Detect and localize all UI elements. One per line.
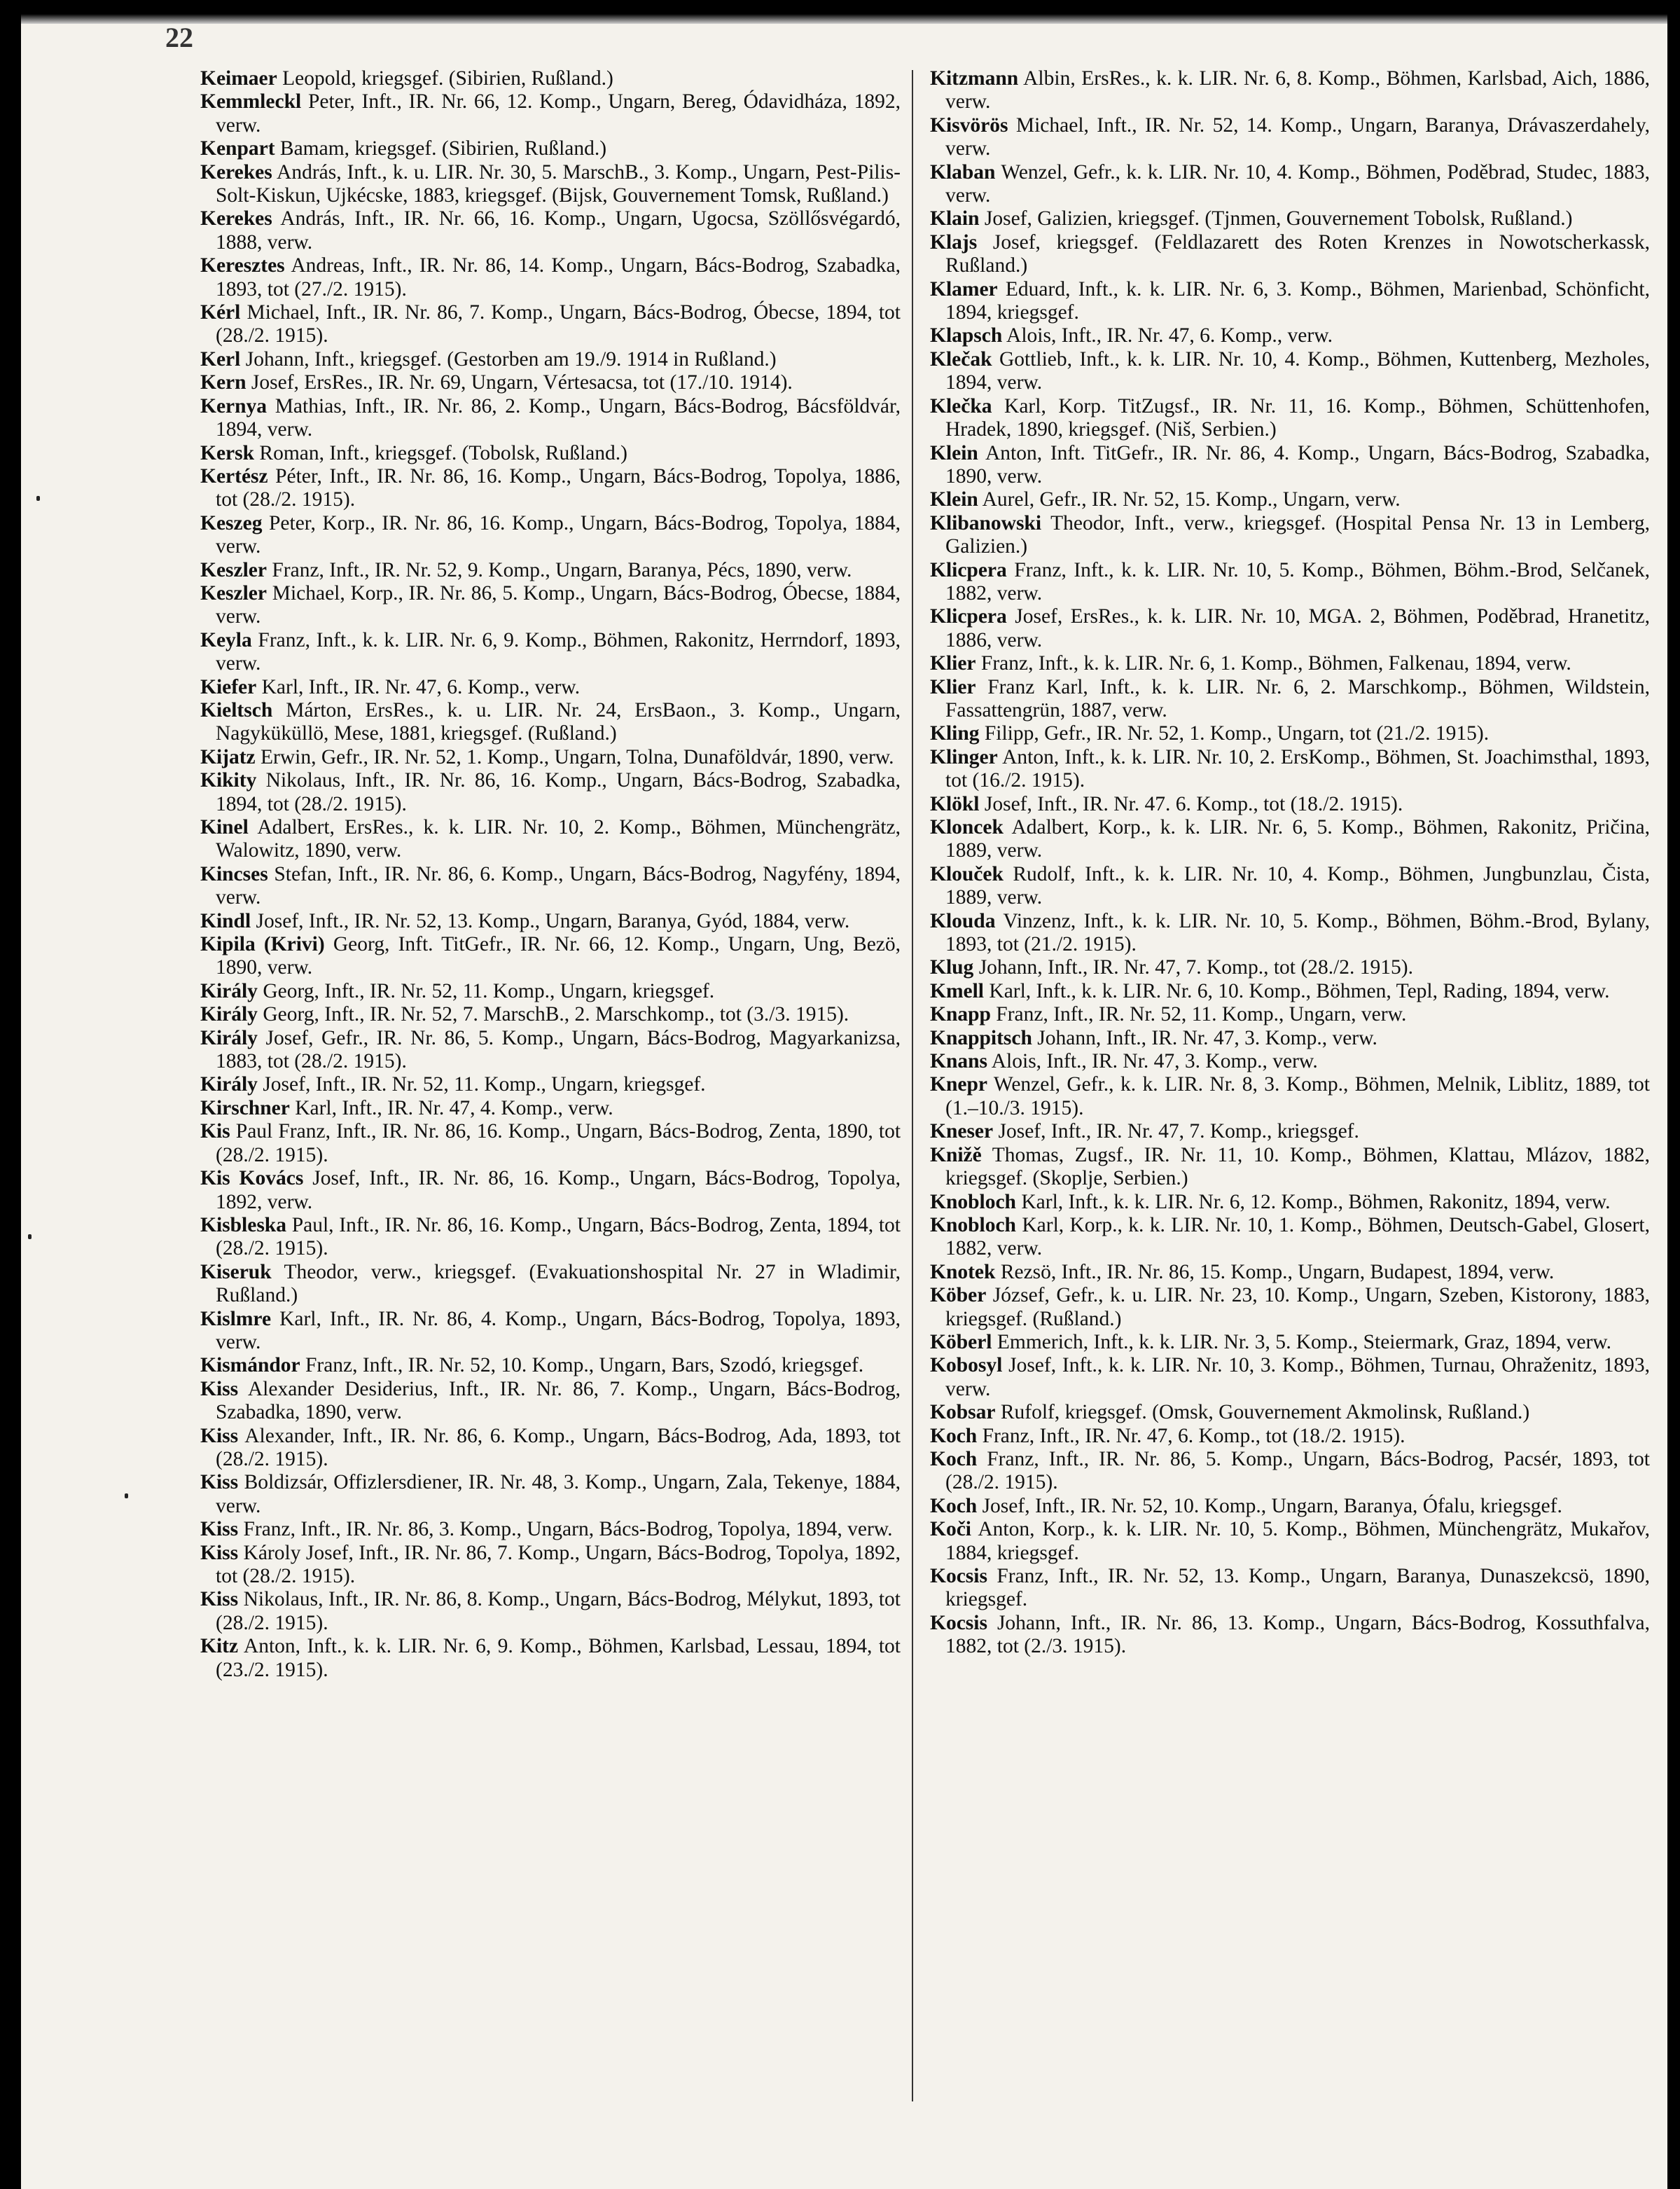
entry-surname: Kloncek	[930, 816, 1004, 838]
entry-details: Karl, Inft., k. k. LIR. Nr. 6, 10. Komp., Böhmen, Tepl, Rading, 1894, verw.	[989, 979, 1610, 1002]
entry-surname: Knans	[930, 1050, 987, 1073]
entry-details: Alexander Desiderius, Inft., IR. Nr. 86, 7. Komp., Ungarn, Bács-Bodrog, Szabadka, 1890, verw.	[216, 1377, 901, 1424]
entry-details: Vinzenz, Inft., k. k. LIR. Nr. 10, 5. Komp., Böhmen, Böhm.-Brod, Bylany, 1893, tot (21./2. 1915).	[945, 909, 1650, 956]
entry-surname: Klouček	[930, 862, 1004, 885]
list-entry	[930, 488, 1650, 511]
entry-surname: Kneser	[930, 1120, 994, 1143]
entry-details: Josef, Gefr., IR. Nr. 86, 5. Komp., Ungarn, Bács-Bodrog, Magyarkanizsa, 1883, tot (28./2. 1915).	[216, 1026, 901, 1073]
entry-surname: Keyla	[200, 628, 252, 651]
entry-surname: Király	[200, 1073, 258, 1096]
entry-surname: Köberl	[930, 1330, 992, 1353]
entry-details: Franz, Inft., IR. Nr. 52, 13. Komp., Ungarn, Baranya, Dunaszekcsö, 1890, kriegsgef.	[945, 1565, 1650, 1611]
entry-surname: Kiseruk	[200, 1260, 272, 1283]
list-entry	[200, 769, 901, 816]
list-entry	[200, 933, 901, 980]
entry-surname: Kerekes	[200, 160, 272, 184]
list-entry	[200, 816, 901, 863]
list-entry	[930, 1284, 1650, 1331]
list-entry	[200, 629, 901, 676]
entry-details: Josef, Inft., IR. Nr. 86, 16. Komp., Ungarn, Bács-Bodrog, Topolya, 1892, verw.	[216, 1167, 901, 1213]
entry-surname: Kieltsch	[200, 698, 273, 721]
entry-surname: Klein	[930, 488, 978, 511]
column-right	[930, 67, 1650, 1659]
entry-surname: Klein	[930, 441, 978, 464]
list-entry	[200, 910, 901, 933]
entry-surname: Kiss	[200, 1541, 239, 1564]
entry-surname: Kiss	[200, 1424, 239, 1447]
entry-surname: Knappitsch	[930, 1026, 1032, 1049]
list-entry	[930, 1261, 1650, 1284]
entry-surname: Klinger	[930, 745, 998, 768]
entry-details: Wenzel, Gefr., k. k. LIR. Nr. 10, 4. Komp., Böhmen, Poděbrad, Studec, 1883, verw.	[945, 160, 1651, 207]
entry-surname: Kipila (Krivi)	[200, 933, 325, 956]
entry-details: Georg, Inft., IR. Nr. 52, 7. MarschB., 2. Marschkomp., tot (3./3. 1915).	[263, 1003, 849, 1026]
list-entry	[930, 793, 1650, 816]
list-entry	[200, 676, 901, 699]
entry-details: Boldizsár, Offizlersdiener, IR. Nr. 48, 3. Komp., Ungarn, Zala, Tekenye, 1884, verw.	[216, 1471, 901, 1517]
scan-speck	[28, 1234, 32, 1239]
list-entry	[930, 1073, 1650, 1120]
list-entry	[200, 1120, 901, 1167]
entry-details: Paul Franz, Inft., IR. Nr. 86, 16. Komp., Ungarn, Bács-Bodrog, Zenta, 1890, tot (28./2. 1915).	[216, 1120, 901, 1166]
entry-details: Peter, Inft., IR. Nr. 66, 12. Komp., Ungarn, Bereg, Ódavidháza, 1892, verw.	[216, 90, 901, 137]
entry-details: Josef, Inft., IR. Nr. 52, 10. Komp., Ungarn, Baranya, Ófalu, kriegsgef.	[982, 1494, 1562, 1517]
list-entry	[200, 1073, 901, 1096]
entry-details: Karl, Inft., k. k. LIR. Nr. 6, 12. Komp., Böhmen, Rakonitz, 1894, verw.	[1021, 1190, 1611, 1213]
list-entry	[200, 1518, 901, 1541]
entry-details: Mathias, Inft., IR. Nr. 86, 2. Komp., Ungarn, Bács-Bodrog, Bácsföldvár, 1894, verw.	[216, 394, 901, 441]
list-entry	[200, 980, 901, 1003]
entry-surname: Knižě	[930, 1143, 982, 1166]
entry-surname: Koch	[930, 1447, 978, 1470]
list-entry	[200, 1542, 901, 1589]
column-divider	[912, 70, 913, 2101]
entry-surname: Kiss	[200, 1377, 239, 1400]
entry-details: Anton, Inft., k. k. LIR. Nr. 10, 2. ErsKomp., Böhmen, St. Joachimsthal, 1893, tot (16./2. 1915).	[945, 745, 1651, 792]
entry-surname: Kertész	[200, 464, 268, 488]
entry-details: Anton, Inft., k. k. LIR. Nr. 6, 9. Komp., Böhmen, Karlsbad, Lessau, 1894, tot (23./2. 1915).	[216, 1635, 901, 1681]
entry-details: Josef, Inft., k. k. LIR. Nr. 10, 3. Komp., Böhmen, Turnau, Ohraženitz, 1893, verw.	[945, 1354, 1651, 1400]
entry-details: Karl, Inft., IR. Nr. 86, 4. Komp., Ungarn, Bács-Bodrog, Topolya, 1893, verw.	[216, 1307, 901, 1353]
list-entry	[200, 1167, 901, 1214]
entry-details: Josef, Inft., IR. Nr. 52, 13. Komp., Ungarn, Baranya, Gyód, 1884, verw.	[256, 909, 850, 932]
entry-details: Franz, Inft., IR. Nr. 86, 3. Komp., Ungarn, Bács-Bodrog, Topolya, 1894, verw.	[243, 1518, 893, 1541]
entry-surname: Kinel	[200, 816, 249, 838]
entry-surname: Kobosyl	[930, 1354, 1003, 1377]
entry-surname: Király	[200, 979, 258, 1002]
list-entry	[930, 746, 1650, 793]
entry-surname: Knepr	[930, 1073, 987, 1096]
entry-surname: Kismándor	[200, 1354, 300, 1377]
entry-details: Wenzel, Gefr., k. k. LIR. Nr. 8, 3. Komp., Böhmen, Melnik, Liblitz, 1889, tot (1.–10./3. 1915).	[945, 1073, 1650, 1119]
entry-details: Nikolaus, Inft., IR. Nr. 86, 16. Komp., Ungarn, Bács-Bodrog, Szabadka, 1894, tot (28./2. 1915).	[216, 769, 901, 815]
entry-details: Alois, Inft., IR. Nr. 47, 3. Komp., verw.	[991, 1050, 1318, 1073]
entry-surname: Kocsis	[930, 1565, 987, 1587]
list-entry	[930, 1214, 1650, 1261]
list-entry	[200, 746, 901, 769]
list-entry	[200, 301, 901, 348]
list-entry	[200, 1588, 901, 1635]
entry-surname: Kindl	[200, 909, 251, 932]
list-entry	[200, 465, 901, 512]
entry-surname: Klapsch	[930, 324, 1003, 347]
list-entry	[200, 442, 901, 465]
entry-details: Peter, Korp., IR. Nr. 86, 16. Komp., Ungarn, Bács-Bodrog, Topolya, 1884, verw.	[216, 511, 901, 558]
entry-surname: Kocsis	[930, 1611, 987, 1634]
scan-speck	[125, 1493, 128, 1498]
entry-details: Adalbert, Korp., k. k. LIR. Nr. 6, 5. Komp., Böhmen, Rakonitz, Pričina, 1889, verw.	[945, 816, 1650, 862]
entry-surname: Knobloch	[930, 1190, 1016, 1213]
entry-surname: Klamer	[930, 277, 998, 301]
entry-details: Andreas, Inft., IR. Nr. 86, 14. Komp., Ungarn, Bács-Bodrog, Szabadka, 1893, tot (27./2. 1915).	[216, 254, 901, 301]
entry-details: Filipp, Gefr., IR. Nr. 52, 1. Komp., Ungarn, tot (21./2. 1915).	[984, 722, 1490, 745]
entry-surname: Knotek	[930, 1260, 996, 1283]
list-entry	[930, 512, 1650, 559]
list-entry	[930, 605, 1650, 652]
entry-surname: Kisbleska	[200, 1213, 286, 1236]
list-entry	[930, 1120, 1650, 1143]
entry-surname: Kerl	[200, 347, 241, 371]
list-entry	[930, 676, 1650, 723]
entry-surname: Kemmleckl	[200, 90, 302, 113]
list-entry	[200, 67, 901, 90]
list-entry	[200, 863, 901, 910]
entry-details: Josef, Inft., IR. Nr. 52, 11. Komp., Ungarn, kriegsgef.	[263, 1073, 706, 1096]
list-entry	[200, 1214, 901, 1261]
list-entry	[200, 699, 901, 746]
entry-surname: Kiefer	[200, 675, 257, 698]
entry-surname: Keimaer	[200, 67, 277, 90]
list-entry	[200, 1308, 901, 1355]
entry-surname: Kisvörös	[930, 113, 1008, 137]
entry-surname: Klug	[930, 956, 974, 979]
entry-details: Márton, ErsRes., k. u. LIR. Nr. 24, ErsBaon., 3. Komp., Ungarn, Nagyküküllö, Mese, 1881, kriegsgef. (Rußland.)	[216, 698, 901, 745]
list-entry	[200, 137, 901, 160]
list-entry	[200, 161, 901, 208]
entry-surname: Kiss	[200, 1588, 239, 1611]
entry-details: Bamam, kriegsgef. (Sibirien, Rußland.)	[279, 137, 607, 160]
entry-details: Michael, Korp., IR. Nr. 86, 5. Komp., Ungarn, Bács-Bodrog, Óbecse, 1884, verw.	[216, 581, 901, 628]
list-entry	[200, 1471, 901, 1518]
entry-details: Josef, ErsRes., IR. Nr. 69, Ungarn, Vértesacsa, tot (17./10. 1914).	[251, 371, 793, 394]
entry-surname: Koch	[930, 1424, 978, 1447]
entry-details: Karl, Korp. TitZugsf., IR. Nr. 11, 16. Komp., Böhmen, Schüttenhofen, Hradek, 1890, kriegsgef. (Niš, Serbien.)	[945, 394, 1651, 441]
entry-details: Franz, Inft., k. k. LIR. Nr. 10, 5. Komp., Böhmen, Böhm.-Brod, Selčanek, 1882, verw.	[945, 558, 1651, 605]
list-entry	[930, 1518, 1650, 1565]
list-entry	[200, 371, 901, 394]
entry-details: Franz, Inft., k. k. LIR. Nr. 6, 9. Komp., Böhmen, Rakonitz, Herrndorf, 1893, verw.	[216, 628, 901, 675]
list-entry	[930, 161, 1650, 208]
list-entry	[200, 207, 901, 254]
entry-details: Josef, kriegsgef. (Feldlazarett des Roten Krenzes in Nowotscherkassk, Rußland.)	[945, 230, 1650, 277]
list-entry	[930, 1003, 1650, 1026]
entry-details: Franz, Inft., IR. Nr. 52, 10. Komp., Ungarn, Bars, Szodó, kriegsgef.	[305, 1354, 864, 1377]
scan-border-top	[0, 0, 1680, 24]
entry-details: Károly Josef, Inft., IR. Nr. 86, 7. Komp., Ungarn, Bács-Bodrog, Topolya, 1892, tot (28./2. 1915).	[216, 1541, 901, 1587]
entry-details: József, Gefr., k. u. LIR. Nr. 23, 10. Komp., Ungarn, Szeben, Kistorony, 1883, kriegsgef. (Rußland.)	[945, 1284, 1651, 1330]
entry-surname: Kling	[930, 722, 980, 745]
entry-surname: Koch	[930, 1494, 978, 1517]
entry-surname: Kirschner	[200, 1096, 290, 1119]
entry-details: András, Inft., k. u. LIR. Nr. 30, 5. MarschB., 3. Komp., Ungarn, Pest-Pilis-Solt-Kiskun, Ujkécske, 1883, kriegsgef. (Bijsk, Gouvernement Tomsk, Rußland.)	[216, 160, 901, 207]
entry-surname: Keresztes	[200, 254, 285, 277]
entry-surname: Keszler	[200, 581, 267, 605]
entry-surname: Kitz	[200, 1635, 239, 1658]
list-entry	[200, 395, 901, 442]
list-entry	[200, 1027, 901, 1074]
entry-details: Georg, Inft., IR. Nr. 52, 11. Komp., Ungarn, kriegsgef.	[263, 979, 715, 1002]
list-entry	[200, 1378, 901, 1425]
entry-details: Alexander, Inft., IR. Nr. 86, 6. Komp., Ungarn, Bács-Bodrog, Ada, 1893, tot (28./2. 1915).	[216, 1424, 901, 1470]
entry-surname: Király	[200, 1026, 258, 1049]
list-entry	[200, 1003, 901, 1026]
entry-surname: Kersk	[200, 441, 255, 464]
list-entry	[200, 1097, 901, 1120]
entry-surname: Kijatz	[200, 745, 256, 768]
entry-details: Franz, Inft., IR. Nr. 52, 9. Komp., Ungarn, Baranya, Pécs, 1890, verw.	[272, 558, 852, 581]
list-entry	[930, 1191, 1650, 1214]
entry-surname: Köber	[930, 1284, 987, 1307]
entry-surname: Klibanowski	[930, 511, 1042, 534]
entry-surname: Király	[200, 1003, 258, 1026]
entry-details: Karl, Korp., k. k. LIR. Nr. 10, 1. Komp., Böhmen, Deutsch-Gabel, Glosert, 1882, verw.	[945, 1213, 1650, 1260]
entry-details: Rudolf, Inft., k. k. LIR. Nr. 10, 4. Komp., Böhmen, Jungbunzlau, Čista, 1889, verw.	[945, 862, 1650, 909]
list-entry	[200, 1354, 901, 1377]
scan-speck	[36, 496, 40, 501]
entry-details: András, Inft., IR. Nr. 66, 16. Komp., Ungarn, Ugocsa, Szöllősvégardó, 1888, verw.	[216, 207, 901, 254]
entry-details: Karl, Inft., IR. Nr. 47, 6. Komp., verw.	[261, 675, 581, 698]
entry-details: Péter, Inft., IR. Nr. 86, 16. Komp., Ungarn, Bács-Bodrog, Topolya, 1886, tot (28./2. 1915).	[216, 464, 901, 511]
list-entry	[930, 348, 1650, 395]
entry-details: Anton, Inft. TitGefr., IR. Nr. 86, 4. Komp., Ungarn, Bács-Bodrog, Szabadka, 1890, verw.	[945, 441, 1651, 488]
entry-details: Michael, Inft., IR. Nr. 52, 14. Komp., Ungarn, Baranya, Drávaszerdahely, verw.	[945, 113, 1650, 160]
entry-details: Josef, Inft., IR. Nr. 47. 6. Komp., tot (18./2. 1915).	[984, 792, 1403, 815]
entry-surname: Kenpart	[200, 137, 275, 160]
list-entry	[930, 910, 1650, 957]
list-entry	[930, 231, 1650, 278]
list-entry	[200, 90, 901, 137]
entry-surname: Kis Kovács	[200, 1167, 304, 1190]
list-entry	[930, 1401, 1650, 1424]
entry-surname: Kiss	[200, 1518, 239, 1541]
entry-details: Georg, Inft. TitGefr., IR. Nr. 66, 12. Komp., Ungarn, Ung, Bezö, 1890, verw.	[216, 933, 901, 979]
entry-details: Michael, Inft., IR. Nr. 86, 7. Komp., Ungarn, Bács-Bodrog, Óbecse, 1894, tot (28./2. 1915).	[216, 301, 901, 347]
entry-details: Josef, Galizien, kriegsgef. (Tjnmen, Gouvernement Tobolsk, Rußland.)	[984, 207, 1573, 230]
list-entry	[200, 1635, 901, 1682]
entry-details: Theodor, verw., kriegsgef. (Evakuationshospital Nr. 27 in Wladimir, Rußland.)	[216, 1260, 901, 1307]
entry-surname: Keszler	[200, 558, 267, 581]
list-entry	[930, 324, 1650, 347]
entry-details: Josef, Inft., IR. Nr. 47, 7. Komp., kriegsgef.	[998, 1120, 1359, 1143]
list-entry	[930, 1425, 1650, 1448]
list-entry	[930, 980, 1650, 1003]
entry-details: Albin, ErsRes., k. k. LIR. Nr. 6, 8. Komp., Böhmen, Karlsbad, Aich, 1886, verw.	[945, 67, 1650, 113]
entry-details: Franz Karl, Inft., k. k. LIR. Nr. 6, 2. Marschkomp., Böhmen, Wildstein, Fassattengrün, 1887, verw.	[945, 675, 1650, 721]
page-number: 22	[165, 22, 193, 53]
entry-details: Rezsö, Inft., IR. Nr. 86, 15. Komp., Ungarn, Budapest, 1894, verw.	[1000, 1260, 1555, 1283]
list-entry	[930, 1050, 1650, 1073]
list-entry	[200, 559, 901, 582]
entry-surname: Kikity	[200, 769, 257, 792]
entry-details: Franz, Inft., IR. Nr. 86, 5. Komp., Ungarn, Bács-Bodrog, Pacsér, 1893, tot (28./2. 1915).	[945, 1447, 1651, 1494]
entry-details: Roman, Inft., kriegsgef. (Tobolsk, Rußland.)	[259, 441, 627, 464]
list-entry	[930, 278, 1650, 325]
entry-surname: Klečak	[930, 347, 992, 371]
entry-details: Johann, Inft., IR. Nr. 47, 3. Komp., verw.	[1037, 1026, 1377, 1049]
entry-surname: Kerekes	[200, 207, 272, 230]
entry-details: Nikolaus, Inft., IR. Nr. 86, 8. Komp., Ungarn, Bács-Bodrog, Mélykut, 1893, tot (28./2. 1915).	[216, 1588, 901, 1634]
entry-surname: Keszeg	[200, 511, 263, 534]
entry-surname: Kitzmann	[930, 67, 1019, 90]
list-entry	[930, 395, 1650, 442]
entry-surname: Kislmre	[200, 1307, 272, 1330]
entry-details: Emmerich, Inft., k. k. LIR. Nr. 3, 5. Komp., Steiermark, Graz, 1894, verw.	[997, 1330, 1612, 1353]
entry-details: Eduard, Inft., k. k. LIR. Nr. 6, 3. Komp., Böhmen, Marienbad, Schönficht, 1894, kriegsgef.	[945, 277, 1650, 324]
list-entry	[200, 254, 901, 301]
entry-surname: Klicpera	[930, 605, 1007, 628]
entry-details: Franz, Inft., k. k. LIR. Nr. 6, 1. Komp., Böhmen, Falkenau, 1894, verw.	[980, 652, 1571, 675]
entry-details: Leopold, kriegsgef. (Sibirien, Rußland.)	[282, 67, 613, 90]
list-entry	[200, 512, 901, 559]
entry-surname: Klier	[930, 652, 976, 675]
list-entry	[930, 1448, 1650, 1495]
entry-surname: Klicpera	[930, 558, 1007, 581]
entry-details: Johann, Inft., kriegsgef. (Gestorben am 19./9. 1914 in Rußland.)	[245, 347, 777, 371]
entry-surname: Knobloch	[930, 1213, 1016, 1236]
entry-details: Thomas, Zugsf., IR. Nr. 11, 10. Komp., Böhmen, Klattau, Mlázov, 1882, kriegsgef. (Skoplje, Serbien.)	[945, 1143, 1651, 1190]
column-left	[200, 67, 901, 1682]
list-entry	[930, 1495, 1650, 1518]
entry-surname: Klajs	[930, 230, 978, 254]
entry-surname: Kernya	[200, 394, 268, 417]
entry-details: Johann, Inft., IR. Nr. 47, 7. Komp., tot (28./2. 1915).	[978, 956, 1413, 979]
entry-details: Franz, Inft., IR. Nr. 52, 11. Komp., Ungarn, verw.	[996, 1003, 1407, 1026]
list-entry	[930, 1144, 1650, 1191]
list-entry	[930, 1027, 1650, 1050]
entry-surname: Kincses	[200, 862, 268, 885]
entry-details: Johann, Inft., IR. Nr. 86, 13. Komp., Ungarn, Bács-Bodrog, Kossuthfalva, 1882, tot (2./3. 1915).	[945, 1611, 1650, 1658]
list-entry	[930, 863, 1650, 910]
list-entry	[200, 1425, 901, 1472]
list-entry	[930, 442, 1650, 489]
list-entry	[200, 1261, 901, 1308]
list-entry	[930, 114, 1650, 161]
list-entry	[930, 652, 1650, 675]
list-entry	[930, 1331, 1650, 1354]
entry-details: Rufolf, kriegsgef. (Omsk, Gouvernement Akmolinsk, Rußland.)	[1000, 1401, 1530, 1424]
list-entry	[200, 348, 901, 371]
list-entry	[930, 559, 1650, 606]
entry-details: Adalbert, ErsRes., k. k. LIR. Nr. 10, 2. Komp., Böhmen, Münchengrätz, Walowitz, 1890, verw.	[216, 816, 901, 862]
list-entry	[930, 1565, 1650, 1612]
entry-details: Gottlieb, Inft., k. k. LIR. Nr. 10, 4. Komp., Böhmen, Kuttenberg, Mezholes, 1894, verw.	[945, 347, 1650, 394]
list-entry	[930, 816, 1650, 863]
entry-surname: Klečka	[930, 394, 992, 417]
entry-surname: Klier	[930, 675, 976, 698]
entry-details: Alois, Inft., IR. Nr. 47, 6. Komp., verw.	[1006, 324, 1333, 347]
entry-details: Anton, Korp., k. k. LIR. Nr. 10, 5. Komp., Böhmen, Münchengrätz, Mukařov, 1884, kriegsgef.	[945, 1518, 1650, 1564]
entry-details: Karl, Inft., IR. Nr. 47, 4. Komp., verw.	[295, 1096, 613, 1119]
scan-border-left	[0, 0, 21, 2189]
entry-surname: Kmell	[930, 979, 985, 1002]
list-entry	[200, 582, 901, 629]
scan-border-right	[1667, 0, 1680, 2189]
entry-surname: Knapp	[930, 1003, 991, 1026]
entry-surname: Klain	[930, 207, 980, 230]
list-entry	[930, 1354, 1650, 1401]
entry-surname: Kérl	[200, 301, 241, 324]
entry-details: Josef, ErsRes., k. k. LIR. Nr. 10, MGA. 2, Böhmen, Poděbrad, Hranetitz, 1886, verw.	[945, 605, 1650, 651]
entry-details: Theodor, Inft., verw., kriegsgef. (Hospital Pensa Nr. 13 in Lemberg, Galizien.)	[945, 511, 1651, 558]
list-entry	[930, 1612, 1650, 1659]
entry-surname: Kern	[200, 371, 247, 394]
entry-details: Paul, Inft., IR. Nr. 86, 16. Komp., Ungarn, Bács-Bodrog, Zenta, 1894, tot (28./2. 1915).	[216, 1213, 901, 1260]
entry-surname: Kiss	[200, 1471, 239, 1494]
entry-surname: Klökl	[930, 792, 980, 815]
entry-surname: Klaban	[930, 160, 996, 184]
entry-details: Aurel, Gefr., IR. Nr. 52, 15. Komp., Ungarn, verw.	[982, 488, 1401, 511]
entry-details: Franz, Inft., IR. Nr. 47, 6. Komp., tot (18./2. 1915).	[982, 1424, 1405, 1447]
list-entry	[930, 722, 1650, 745]
entry-surname: Kis	[200, 1120, 230, 1143]
entry-details: Stefan, Inft., IR. Nr. 86, 6. Komp., Ungarn, Bács-Bodrog, Nagyfény, 1894, verw.	[216, 862, 901, 909]
entry-surname: Kobsar	[930, 1401, 996, 1424]
list-entry	[930, 956, 1650, 979]
entry-surname: Klouda	[930, 909, 996, 932]
list-entry	[930, 207, 1650, 230]
list-entry	[930, 67, 1650, 114]
entry-surname: Koči	[930, 1518, 971, 1541]
entry-details: Erwin, Gefr., IR. Nr. 52, 1. Komp., Ungarn, Tolna, Dunaföldvár, 1890, verw.	[261, 745, 894, 768]
